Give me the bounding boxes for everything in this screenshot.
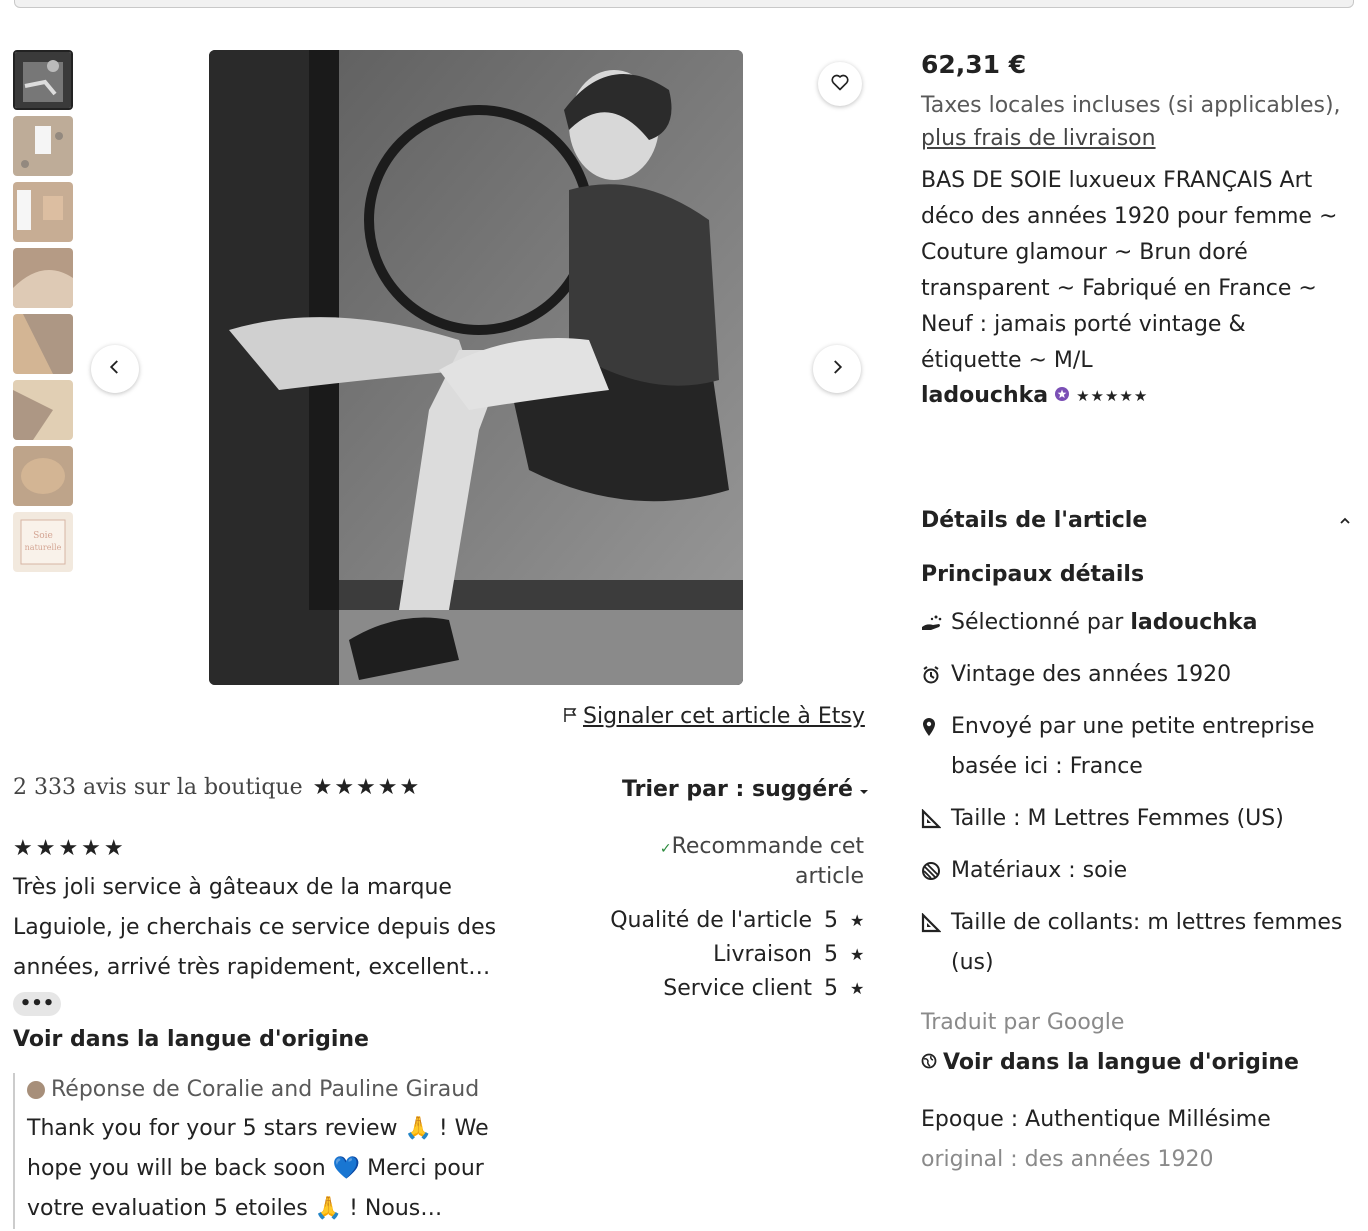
reply-author: Réponse de Coralie and Pauline Giraud bbox=[51, 1077, 480, 1102]
shop-row bbox=[921, 383, 1351, 408]
sort-label: Trier par : suggéré bbox=[622, 777, 853, 802]
globe-icon bbox=[921, 1050, 937, 1075]
shop-name-link[interactable]: ladouchka bbox=[921, 383, 1049, 408]
item-details-title: Détails de l'article bbox=[921, 508, 1148, 533]
epoque-description bbox=[921, 1100, 1351, 1180]
star-icon: ★ bbox=[850, 945, 865, 964]
selected-by-prefix: Sélectionné par bbox=[951, 610, 1124, 635]
see-original-language-details[interactable] bbox=[921, 1050, 1299, 1075]
tights-size-text: Taille de collants: m lettres femmes (us) bbox=[951, 910, 1343, 975]
ruler-triangle-icon bbox=[921, 903, 951, 943]
vintage-text: Vintage des années 1920 bbox=[951, 662, 1232, 687]
see-original-language-review[interactable]: Voir dans la langue d'origine bbox=[13, 1027, 369, 1052]
detail-material bbox=[921, 851, 1351, 891]
review-count-text: 2 333 avis sur la boutique bbox=[13, 775, 303, 800]
rating-row bbox=[560, 938, 864, 972]
chevron-left-icon bbox=[106, 358, 124, 380]
main-product-image bbox=[209, 50, 743, 685]
detail-size bbox=[921, 799, 1351, 839]
star-icon: ★ bbox=[850, 911, 865, 930]
thumbnail[interactable] bbox=[13, 314, 73, 374]
epoque-line-2: original : des années 1920 bbox=[921, 1147, 1214, 1172]
shop-stars: ★★★★★ bbox=[312, 775, 422, 800]
star-seller-badge-icon bbox=[1054, 386, 1070, 406]
location-pin-icon bbox=[921, 707, 951, 747]
more-button[interactable]: ••• bbox=[13, 992, 61, 1016]
selected-by-shop[interactable]: ladouchka bbox=[1130, 610, 1258, 635]
tax-note bbox=[921, 89, 1351, 155]
rating-value: 5 bbox=[824, 942, 838, 967]
svg-text:Soie: Soie bbox=[33, 531, 53, 541]
review-stars: ★★★★★ bbox=[13, 836, 127, 861]
check-icon: ✓ bbox=[659, 841, 672, 857]
translated-by-google: Traduit par Google bbox=[921, 1010, 1125, 1035]
hand-sparkle-icon bbox=[921, 603, 951, 643]
detail-vintage bbox=[921, 655, 1351, 695]
next-image-button[interactable] bbox=[813, 345, 861, 393]
detail-shipped-by bbox=[921, 707, 1351, 787]
svg-text:naturelle: naturelle bbox=[24, 543, 62, 552]
detail-tights-size bbox=[921, 903, 1351, 983]
report-link[interactable]: Signaler cet article à Etsy bbox=[583, 704, 865, 729]
shop-review-count bbox=[13, 775, 421, 800]
shipped-by-text: Envoyé par une petite entreprise basée ici : France bbox=[951, 714, 1315, 779]
thumbnail[interactable] bbox=[13, 512, 73, 572]
recommend-badge bbox=[600, 833, 864, 890]
flag-icon bbox=[563, 704, 577, 729]
listing-info bbox=[921, 50, 1351, 408]
sort-dropdown[interactable] bbox=[622, 777, 869, 802]
rating-value: 5 bbox=[824, 976, 838, 1001]
rating-label: Qualité de l'article bbox=[610, 908, 812, 933]
thumbnail-strip bbox=[13, 50, 73, 578]
alarm-clock-icon bbox=[921, 655, 951, 695]
shop-rating-stars: ★★★★★ bbox=[1076, 386, 1149, 405]
tax-text: Taxes locales incluses (si applicables), bbox=[921, 93, 1341, 118]
heart-icon bbox=[830, 72, 850, 96]
star-icon: ★ bbox=[850, 979, 865, 998]
thumbnail[interactable] bbox=[13, 446, 73, 506]
rating-label: Service client bbox=[663, 976, 812, 1001]
rating-row bbox=[560, 904, 864, 938]
search-bar-edge bbox=[14, 0, 1354, 8]
review-ratings bbox=[560, 904, 864, 1006]
recommend-text: Recommande cet article bbox=[671, 834, 864, 889]
review-text: Très joli service à gâteaux de la marque Laguiole, je cherchais ce service depuis des années, arrivé très rapidement, excellent… bbox=[13, 875, 497, 980]
chevron-up-icon bbox=[1339, 508, 1351, 533]
seller-reply bbox=[13, 1073, 523, 1229]
chevron-right-icon bbox=[828, 358, 846, 380]
thumbnail[interactable] bbox=[13, 248, 73, 308]
main-details-title: Principaux détails bbox=[921, 562, 1145, 587]
thumbnail[interactable] bbox=[13, 50, 73, 110]
rating-value: 5 bbox=[824, 908, 838, 933]
details-list bbox=[921, 603, 1351, 995]
rating-row bbox=[560, 972, 864, 1006]
previous-image-button[interactable] bbox=[91, 345, 139, 393]
see-original-label: Voir dans la langue d'origine bbox=[943, 1050, 1299, 1075]
thumbnail[interactable] bbox=[13, 380, 73, 440]
rating-label: Livraison bbox=[713, 942, 812, 967]
thumbnail[interactable] bbox=[13, 182, 73, 242]
reply-header bbox=[27, 1073, 523, 1107]
report-item[interactable] bbox=[563, 704, 865, 729]
caret-down-icon bbox=[859, 777, 869, 802]
ruler-triangle-icon bbox=[921, 799, 951, 839]
favorite-button[interactable] bbox=[818, 62, 862, 106]
material-text: Matériaux : soie bbox=[951, 858, 1128, 883]
size-text: Taille : M Lettres Femmes (US) bbox=[951, 806, 1284, 831]
listing-title: BAS DE SOIE luxueux FRANÇAIS Art déco des années 1920 pour femme ~ Couture glamour ~ Brun doré transparent ~ Fabriqué en France ~ Neuf : jamais porté vintage & étiquette ~ M/L bbox=[921, 168, 1338, 373]
avatar bbox=[27, 1081, 45, 1099]
price: 62,31 € bbox=[921, 50, 1027, 79]
epoque-line-1: Epoque : Authentique Millésime bbox=[921, 1107, 1271, 1132]
reply-text: Thank you for your 5 stars review 🙏 ! We hope you will be back soon 💙 Merci pour votre evaluation 5 etoiles 🙏 ! Nous… bbox=[27, 1116, 489, 1221]
detail-selected-by bbox=[921, 603, 1351, 643]
thumbnail[interactable] bbox=[13, 116, 73, 176]
shipping-link[interactable]: plus frais de livraison bbox=[921, 126, 1156, 151]
yarn-icon bbox=[921, 851, 951, 891]
item-details-toggle[interactable] bbox=[921, 508, 1351, 533]
